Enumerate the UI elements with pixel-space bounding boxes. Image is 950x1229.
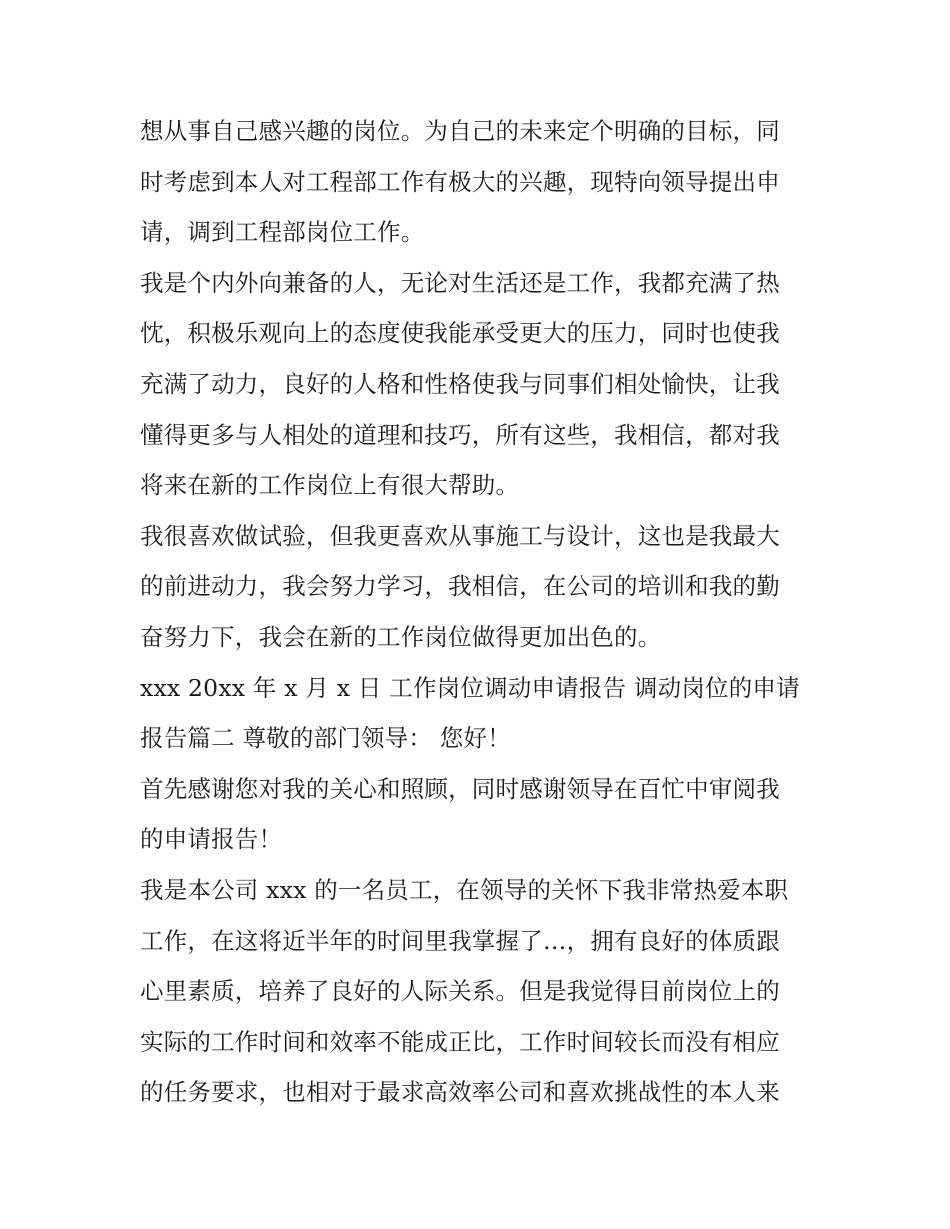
text-line: 忱，积极乐观向上的态度使我能承受更大的压力，同时也使我	[140, 319, 780, 348]
text-line: 工作，在这将近半年的时间里我掌握了…，拥有良好的体质跟	[140, 926, 780, 955]
text-line: 我是个内外向兼备的人，无论对生活还是工作，我都充满了热	[140, 268, 780, 297]
text-line: xxx 20xx 年 x 月 x 日 工作岗位调动申请报告 调动岗位的申请	[140, 673, 800, 702]
text-line: 想从事自己感兴趣的岗位。为自己的未来定个明确的目标，同	[140, 117, 780, 145]
text-line: 将来在新的工作岗位上有很大帮助。	[140, 471, 520, 500]
text-line: 实际的工作时间和效率不能成正比，工作时间较长而没有相应	[140, 1027, 780, 1056]
text-line: 首先感谢您对我的关心和照顾，同时感谢领导在百忙中审阅我	[140, 774, 780, 803]
text-line: 心里素质，培养了良好的人际关系。但是我觉得目前岗位上的	[140, 977, 780, 1006]
text-line: 报告篇二 尊敬的部门领导： 您好！	[140, 724, 511, 753]
text-line: 我是本公司 xxx 的一名员工，在领导的关怀下我非常热爱本职	[140, 875, 789, 904]
text-line: 的申请报告！	[140, 825, 283, 854]
text-line: 的前进动力，我会努力学习，我相信，在公司的培训和我的勤	[140, 572, 780, 601]
text-line: 懂得更多与人相处的道理和技巧，所有这些，我相信，都对我	[140, 420, 780, 449]
text-line: 时考虑到本人对工程部工作有极大的兴趣，现特向领导提出申	[140, 167, 780, 196]
text-line: 我很喜欢做试验，但我更喜欢从事施工与设计，这也是我最大	[140, 521, 780, 550]
text-line: 的任务要求，也相对于最求高效率公司和喜欢挑战性的本人来	[140, 1078, 780, 1107]
document-body	[140, 106, 820, 1118]
text-line: 奋努力下，我会在新的工作岗位做得更加出色的。	[140, 622, 662, 651]
text-line: 充满了动力，良好的人格和性格使我与同事们相处愉快，让我	[140, 369, 780, 398]
text-line: 请，调到工程部岗位工作。	[140, 218, 425, 247]
